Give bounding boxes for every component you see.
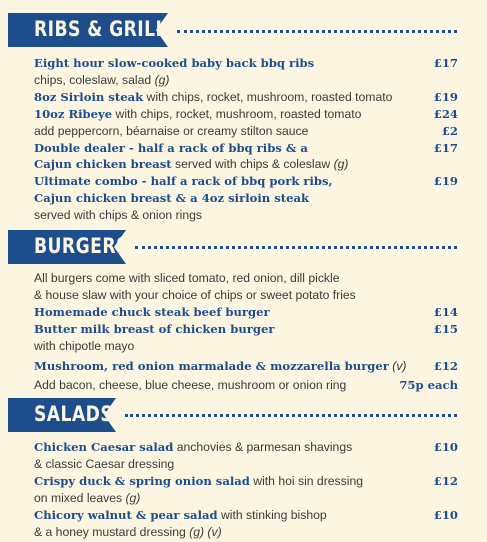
item-name: Butter milk breast of chicken burger xyxy=(34,321,275,336)
menu-item xyxy=(34,358,458,375)
section-banner xyxy=(8,230,129,264)
item-description: served with chips & onion rings xyxy=(34,208,203,223)
item-price: £24 xyxy=(433,106,458,121)
section-banner xyxy=(8,13,180,47)
item-price: £10 xyxy=(433,440,458,454)
section-banner xyxy=(8,398,116,432)
item-description-line2: & classic Caesar dressing xyxy=(34,456,175,471)
menu-item xyxy=(34,173,458,224)
divider-dots xyxy=(125,414,457,417)
menu-item xyxy=(34,89,458,106)
menu-item xyxy=(34,473,458,507)
item-description-line2: & a honey mustard dressing xyxy=(34,524,186,539)
item-price: £15 xyxy=(433,321,458,336)
item-description: chips, coleslaw, salad xyxy=(34,72,152,87)
menu-item xyxy=(34,106,458,123)
item-name: Ultimate combo - half a rack of bbq pork ribs, xyxy=(34,174,333,189)
addon-text: Add bacon, cheese, blue cheese, mushroom or onion ring xyxy=(34,378,347,393)
item-name: 10oz Ribeye xyxy=(34,106,113,121)
dietary-tag: (g) xyxy=(333,157,349,172)
menu-addon xyxy=(34,123,458,140)
divider-dots xyxy=(177,30,457,33)
item-name: Chicory walnut & pear salad xyxy=(34,507,218,522)
item-description: with chips, rocket, mushroom, roasted tomato xyxy=(143,89,393,104)
item-description: served with chips & coleslaw xyxy=(171,157,331,172)
item-description: anchovies & parmesan shavings xyxy=(173,440,353,454)
intro-line: & house slaw with your choice of chips or sweet potato fries xyxy=(34,287,356,302)
menu-item xyxy=(34,55,458,89)
item-price: £2 xyxy=(441,123,458,138)
section-title: SALADS xyxy=(34,402,114,426)
item-description-line2: on mixed leaves xyxy=(34,490,123,505)
item-name-line2: Cajun chicken breast & a 4oz sirloin steak xyxy=(34,191,310,206)
item-list xyxy=(34,55,458,224)
menu-item xyxy=(34,304,458,321)
item-price: £17 xyxy=(433,140,458,155)
intro-line: All burgers come with sliced tomato, red onion, dill pickle xyxy=(34,271,340,285)
menu-addon xyxy=(34,377,458,394)
item-name: Homemade chuck steak beef burger xyxy=(34,304,270,319)
item-name: Double dealer - half a rack of bbq ribs & a xyxy=(34,140,308,155)
menu-item xyxy=(34,507,458,541)
item-price: £14 xyxy=(433,304,458,319)
item-price: 75p each xyxy=(399,378,458,393)
item-name: Eight hour slow-cooked baby back bbq ribs xyxy=(34,56,315,70)
item-description: with chips, rocket, mushroom, roasted tomato xyxy=(112,106,362,121)
addon-text: add peppercorn, béarnaise or creamy stilton sauce xyxy=(34,123,309,138)
menu-item xyxy=(34,321,458,355)
item-name-line2: Cajun chicken breast xyxy=(34,157,172,172)
divider-dots xyxy=(135,246,457,249)
item-price: £19 xyxy=(433,89,458,104)
menu-item xyxy=(34,140,458,174)
section-title: BURGERS xyxy=(34,234,129,258)
item-price: £12 xyxy=(433,358,458,373)
dietary-tag: (g) xyxy=(154,72,170,87)
item-description: with hoi sin dressing xyxy=(249,473,364,488)
item-description: with chipotle mayo xyxy=(34,338,135,353)
section-intro xyxy=(34,270,458,304)
dietary-tag: (g) (v) xyxy=(189,524,222,539)
item-price: £12 xyxy=(433,473,458,488)
item-list xyxy=(34,270,458,394)
item-price: £17 xyxy=(433,56,458,70)
item-name: 8oz Sirloin steak xyxy=(34,89,144,104)
dietary-tag: (g) xyxy=(125,490,141,505)
item-name: Mushroom, red onion marmalade & mozzarella burger xyxy=(34,358,389,373)
menu-item xyxy=(34,439,458,473)
section-title: RIBS & GRILLS xyxy=(34,17,180,41)
item-list xyxy=(34,439,458,540)
item-name: Chicken Caesar salad xyxy=(34,440,174,454)
dietary-tag: (v) xyxy=(392,358,407,373)
item-name: Crispy duck & spring onion salad xyxy=(34,473,250,488)
item-price: £19 xyxy=(433,174,458,189)
item-description: with stinking bishop xyxy=(217,507,327,522)
item-price: £10 xyxy=(433,507,458,522)
